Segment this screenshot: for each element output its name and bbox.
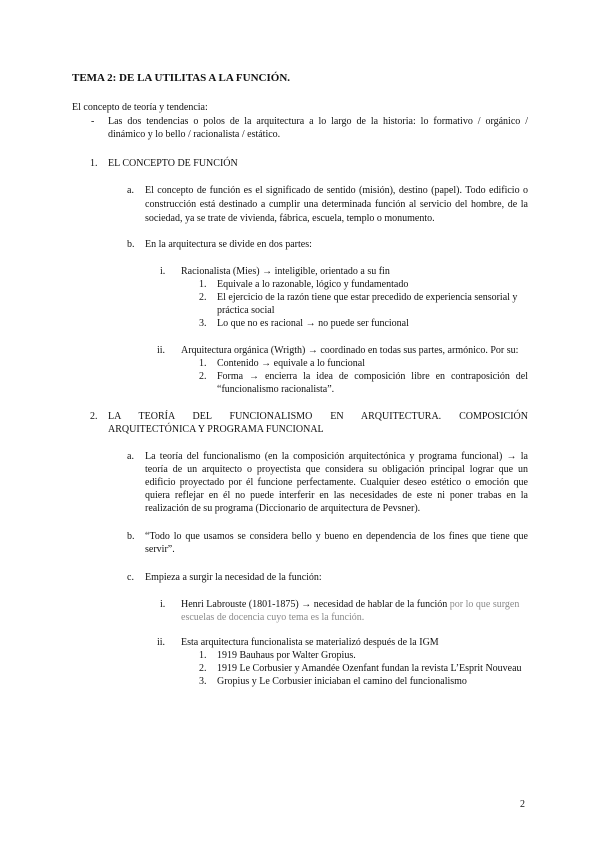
list-item-number: 3. xyxy=(199,318,207,329)
s2-b-marker: b. xyxy=(127,531,135,542)
list-item-number: 1. xyxy=(199,650,207,661)
list-item-text: El ejercicio de la razón tiene que estar precedido de experiencia sensorial y xyxy=(217,292,518,303)
s2-a-line-2: teoría de un arquitecto o proyectista que considera su obligación principal lograr que un xyxy=(145,464,528,475)
section-2-number: 2. xyxy=(90,411,98,422)
list-item-text: Gropius y Le Corbusier iniciaban el camino del funcionalismo xyxy=(217,676,467,687)
intro-bullet-line-2: dinámico y lo bello / racionalista / estático. xyxy=(108,129,281,140)
s1-a-line-1: El concepto de función es el significado de sentido (misión), destino (papel). Todo edificio o xyxy=(145,185,528,196)
list-item-text-continued: práctica social xyxy=(217,305,275,316)
s2-c-i-marker: i. xyxy=(160,599,166,610)
list-item-number: 3. xyxy=(199,676,207,687)
list-item-text: Forma → encierra la idea de composición libre en contraposición del xyxy=(217,371,528,382)
s1-b-text: En la arquitectura se divide en dos partes: xyxy=(145,239,312,250)
list-item-number: 2. xyxy=(199,292,207,303)
list-item-text: 1919 Bauhaus por Walter Gropius. xyxy=(217,650,356,661)
list-item-number: 1. xyxy=(199,358,207,369)
s1-a-marker: a. xyxy=(127,185,134,196)
s2-c-text: Empieza a surgir la necesidad de la función: xyxy=(145,572,322,583)
s2-b-line-1: “Todo lo que usamos se considera bello y bueno en dependencia de los fines que tiene que xyxy=(145,531,528,542)
list-item-number: 1. xyxy=(199,279,207,290)
page-number: 2 xyxy=(520,799,525,810)
list-item-text-continued: “funcionalismo racionalista”. xyxy=(217,384,335,395)
list-item-text: Contenido → equivale a lo funcional xyxy=(217,358,366,369)
s2-a-line-4: quiera reflejar en él no puede interferir en las necesidades de este ni poner trabas en la xyxy=(145,490,528,501)
intro-bullet: - xyxy=(91,116,95,127)
list-item-text: Equivale a lo razonable, lógico y fundamentado xyxy=(217,279,409,290)
page-title: TEMA 2: DE LA UTILITAS A LA FUNCIÓN. xyxy=(72,72,291,84)
list-item-text: 1919 Le Corbusier y Amandée Ozenfant fundan la revista L’Esprit Nouveau xyxy=(217,663,522,674)
list-item-text: Lo que no es racional → no puede ser funcional xyxy=(217,318,409,329)
s2-a-marker: a. xyxy=(127,451,134,462)
s2-c-i-gray-line-2: escuelas de docencia cuyo tema es la función. xyxy=(181,612,365,623)
section-2-heading-line-1: LA TEORÍA DEL FUNCIONALISMO EN ARQUITECTURA. COMPOSICIÓN xyxy=(108,411,528,422)
s2-a-line-5: realización de su programa (Diccionario de arquitectura de Pevsner). xyxy=(145,503,421,514)
s1-b-i-marker: i. xyxy=(160,266,166,277)
s2-c-ii-text: Esta arquitectura funcionalista se materializó después de la IGM xyxy=(181,637,439,648)
list-item-number: 2. xyxy=(199,663,207,674)
section-1-number: 1. xyxy=(90,158,98,169)
s1-b-marker: b. xyxy=(127,239,135,250)
s2-a-line-3: edificio proyectado por él funcione perfectamente. Cualquier deseo estético o emoción que xyxy=(145,477,528,488)
list-item-number: 2. xyxy=(199,371,207,382)
s1-b-i-text: Racionalista (Mies) → inteligible, orientado a su fin xyxy=(181,266,390,277)
s2-c-marker: c. xyxy=(127,572,134,583)
s2-c-ii-marker: ii. xyxy=(157,637,166,648)
s2-c-i-text: Henri Labrouste (1801-1875) → necesidad de hablar de la función xyxy=(181,599,450,610)
s2-c-i-line-1 xyxy=(181,598,519,611)
section-2-heading-line-2: ARQUITECTÓNICA Y PROGRAMA FUNCIONAL xyxy=(108,424,324,435)
s1-a-line-2: construcción está destinado a cumplir una determinada función al servicio del hombre, de la xyxy=(145,199,528,210)
intro-bullet-line-1: Las dos tendencias o polos de la arquitectura a lo largo de la historia: lo formativo / orgánico / xyxy=(108,116,528,127)
s2-b-line-2: servir”. xyxy=(145,544,175,555)
s1-a-line-3: sociedad, ya se trate de vivienda, fábrica, escuela, templo o monumento. xyxy=(145,213,435,224)
s1-b-ii-marker: ii. xyxy=(157,345,166,356)
s1-b-ii-text: Arquitectura orgánica (Wrigth) → coordinado en todas sus partes, armónico. Por su: xyxy=(181,345,519,356)
intro-heading: El concepto de teoría y tendencia: xyxy=(72,102,208,113)
s2-a-line-1: La teoría del funcionalismo (en la composición arquitectónica y programa funcional) → la xyxy=(145,451,528,462)
section-1-heading: EL CONCEPTO DE FUNCIÓN xyxy=(108,158,238,169)
s2-c-i-gray-text: por lo que surgen xyxy=(449,599,520,610)
